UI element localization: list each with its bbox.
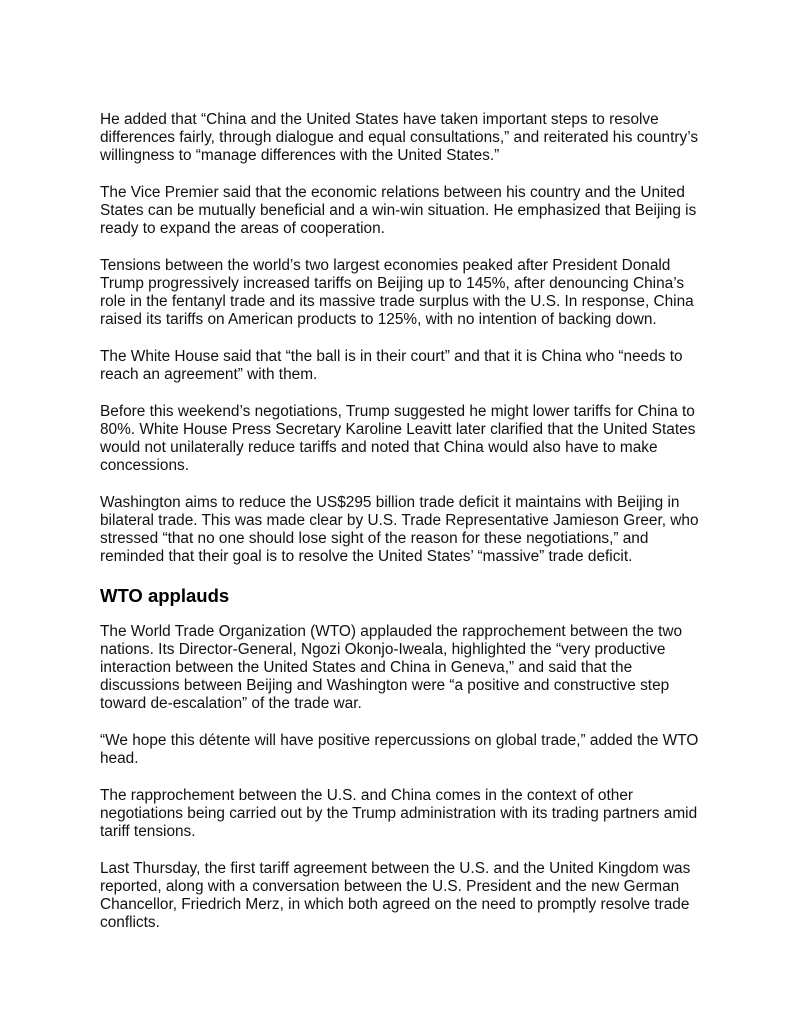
document-page [100, 111, 705, 951]
section-heading: WTO applauds [100, 585, 230, 606]
paragraph-china-steps: He added that “China and the United States have taken important steps to resolve differences fairly, through dialogue and equal consultations,” and reiterated his country’s willingness to “manage differences with the United States.” [100, 111, 699, 164]
paragraph-negotiations: Before this weekend’s negotiations, Trump suggested he might lower tariffs for China to 80%. White House Press Secretary Karoline Leavitt later clarified that the United States would not unilaterally reduce tariffs and noted that China would also have to make concessions. [100, 403, 696, 474]
paragraph-tensions: Tensions between the world’s two largest economies peaked after President Donald Trump progressively increased tariffs on Beijing up to 145%, after denouncing China’s role in the fentanyl trade and its massive trade surplus with the U.S. In response, China raised its tariffs on American products to 125%, with no intention of backing down. [100, 257, 694, 328]
paragraph-uk-agreement: Last Thursday, the first tariff agreement between the U.S. and the United Kingdom was reported, along with a conversation between the U.S. President and the new German Chancellor, Friedrich Merz, in which both agreed on the need to promptly resolve trade conflicts. [100, 860, 691, 931]
paragraph-detente: “We hope this détente will have positive repercussions on global trade,” added the WTO head. [100, 732, 699, 767]
paragraph-vice-premier: The Vice Premier said that the economic relations between his country and the United States can be mutually beneficial and a win-win situation. He emphasized that Beijing is ready to expand the areas of cooperation. [100, 184, 697, 237]
paragraph-white-house: The White House said that “the ball is in their court” and that it is China who “needs to reach an agreement” with them. [100, 348, 683, 383]
paragraph-trade-deficit: Washington aims to reduce the US$295 billion trade deficit it maintains with Beijing in bilateral trade. This was made clear by U.S. Trade Representative Jamieson Greer, who stressed “that no one should lose sight of the reason for these negotiations,” and reminded that their goal is to resolve the United States’ “massive” trade deficit. [100, 494, 699, 565]
paragraph-rapprochement: The rapprochement between the U.S. and China comes in the context of other negotiations being carried out by the Trump administration with its trading partners amid tariff tensions. [100, 787, 698, 840]
paragraph-wto: The World Trade Organization (WTO) applauded the rapprochement between the two nations. Its Director-General, Ngozi Okonjo-Iweala, highlighted the “very productive interaction between the United States and China in Geneva,” and said that the discussions between Beijing and Washington were “a positive and constructive step toward de-escalation” of the trade war. [100, 623, 683, 712]
